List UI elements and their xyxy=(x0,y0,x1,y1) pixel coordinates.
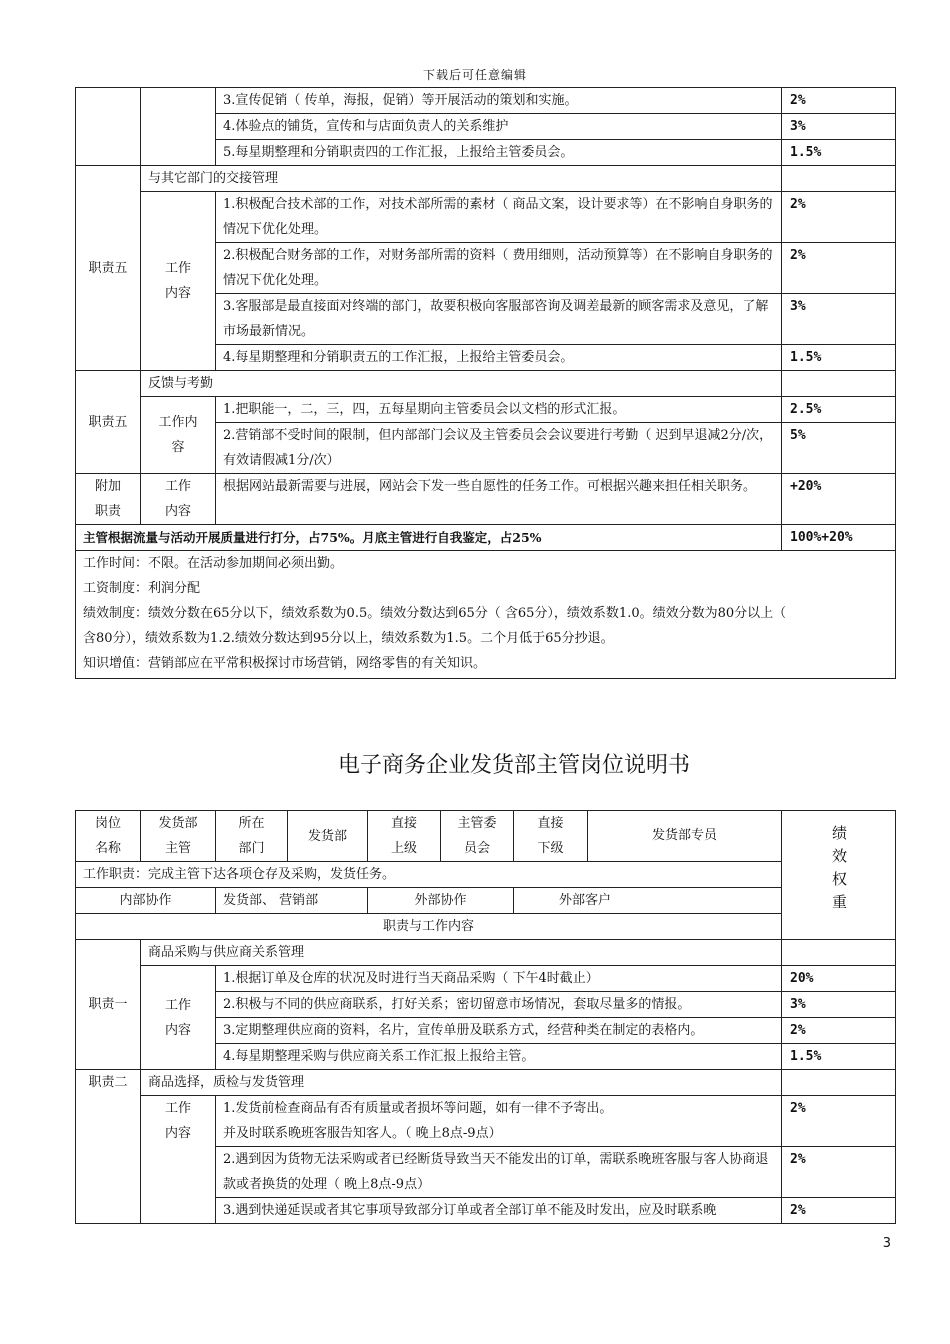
work-content-label: 工作 内容 xyxy=(141,474,216,525)
work-content-label: 工作 内容 xyxy=(141,1096,216,1224)
summary-text: 主管根据流量与活动开展质量进行打分，占75%。月底主管进行自我鉴定，占25% xyxy=(76,525,782,551)
header-dept: 所在 部门 xyxy=(216,811,288,862)
header-subordinate-value: 发货部专员 xyxy=(588,811,782,862)
cell-empty xyxy=(782,940,896,966)
header-superior: 直接 上级 xyxy=(368,811,441,862)
header-post-value: 发货部 主管 xyxy=(141,811,216,862)
note-performance: 绩效制度：绩效分数在65分以下，绩效系数为0.5。绩效分数达到65分（ 含65分），绩效系数1.0。绩效分数为80分以上（ 含80分），绩效系数为1.2.绩效分数达到95分以上，绩效系数为1.5。二个月低于65分抄退。 xyxy=(83,606,787,646)
duty-label: 职责五 xyxy=(76,166,141,371)
duty-label: 职责一 xyxy=(76,940,141,1070)
header-note: 下载后可任意编辑 xyxy=(422,68,527,82)
weight-value: 3% xyxy=(782,114,896,140)
header-superior-value: 主管委 员会 xyxy=(441,811,514,862)
weight-value: 1.5% xyxy=(782,140,896,166)
duty-item: 3.宣传促销（ 传单，海报，促销）等开展活动的策划和实施。 xyxy=(216,88,782,114)
weight-value: 3% xyxy=(782,992,896,1018)
weight-value: 1.5% xyxy=(782,345,896,371)
marketing-duty-table xyxy=(75,87,896,679)
duty-item: 2.积极配合财务部的工作，对财务部所需的资料（ 费用细则，活动预算等）在不影响自身职务的情况下优化处理。 xyxy=(216,243,782,294)
duty-title: 反馈与考勤 xyxy=(141,371,782,397)
duty-item: 4.每星期整理采购与供应商关系工作汇报上报给主管。 xyxy=(216,1044,782,1070)
weight-value: +20% xyxy=(782,474,896,525)
cell-empty xyxy=(782,166,896,192)
duty-item: 3.客服部是最直接面对终端的部门，故要积极向客服部咨询及调差最新的顾客需求及意见，了解市场最新情况。 xyxy=(216,294,782,345)
duty-description: 工作职责：完成主管下达各项仓存及采购，发货任务。 xyxy=(76,862,782,888)
duty-item: 1.积极配合技术部的工作，对技术部所需的素材（ 商品文案，设计要求等）在不影响自身职务的情况下优化处理。 xyxy=(216,192,782,243)
weight-value: 20% xyxy=(782,966,896,992)
duty-item: 2.积极与不同的供应商联系，打好关系；密切留意市场情况，套取尽量多的情报。 xyxy=(216,992,782,1018)
duty-item: 1.把职能一，二，三，四，五每星期向主管委员会以文档的形式汇报。 xyxy=(216,397,782,423)
header-post-name: 岗位 名称 xyxy=(76,811,141,862)
shipping-manager-table xyxy=(75,810,896,1224)
duty-label: 职责二 xyxy=(76,1070,141,1224)
header-subordinate: 直接 下级 xyxy=(514,811,588,862)
cell-empty xyxy=(782,1070,896,1096)
internal-value: 发货部、 营销部 xyxy=(216,888,368,914)
weight-value: 2% xyxy=(782,88,896,114)
weight-value: 2% xyxy=(782,243,896,294)
duty-item: 4.体验点的铺货，宣传和与店面负责人的关系维护 xyxy=(216,114,782,140)
weight-value: 1.5% xyxy=(782,1044,896,1070)
duty-label: 职责五 xyxy=(76,371,141,474)
duty-item: 5.每星期整理和分销职责四的工作汇报，上报给主管委员会。 xyxy=(216,140,782,166)
section-heading: 职责与工作内容 xyxy=(76,914,782,940)
work-content-label: 工作内 容 xyxy=(141,397,216,474)
extra-duty-label: 附加 职责 xyxy=(76,474,141,525)
duty-item: 4.每星期整理和分销职责五的工作汇报，上报给主管委员会。 xyxy=(216,345,782,371)
duty-item: 根据网站最新需要与进展，网站会下发一些自愿性的任务工作。可根据兴趣来担任相关职务。 xyxy=(216,474,782,525)
duty-item: 3.遇到快递延误或者其它事项导致部分订单或者全部订单不能及时发出，应及时联系晚 xyxy=(216,1198,782,1224)
duty-item: 2.营销部不受时间的限制，但内部部门会议及主管委员会会议要进行考勤（ 迟到早退减2分/次，有效请假减1分/次） xyxy=(216,423,782,474)
duty-item: 1.发货前检查商品有否有质量或者损坏等问题，如有一律不予寄出。 并及时联系晚班客服告知客人。（ 晚上8点-9点） xyxy=(216,1096,782,1147)
document-title: 电子商务企业发货部主管岗位说明书 xyxy=(337,753,690,778)
notes-block xyxy=(76,551,896,679)
weight-value: 2% xyxy=(782,1018,896,1044)
weight-value: 2% xyxy=(782,192,896,243)
note-knowledge: 知识增值：营销部应在平常积极探讨市场营销，网络零售的有关知识。 xyxy=(83,656,487,671)
duty-item: 1.根据订单及仓库的状况及时进行当天商品采购（ 下午4时截止） xyxy=(216,966,782,992)
duty-title: 与其它部门的交接管理 xyxy=(141,166,782,192)
weight-value: 2% xyxy=(782,1096,896,1147)
page-number: 3 xyxy=(882,1236,891,1251)
cell-empty xyxy=(76,88,141,166)
weight-value: 2.5% xyxy=(782,397,896,423)
header-weight xyxy=(782,811,896,940)
external-value: 外部客户 xyxy=(514,888,782,914)
duty-title: 商品选择，质检与发货管理 xyxy=(141,1070,782,1096)
work-content-label: 工作 内容 xyxy=(141,966,216,1070)
work-content-label: 工作 内容 xyxy=(141,192,216,371)
cell-empty xyxy=(141,88,216,166)
duty-title: 商品采购与供应商关系管理 xyxy=(141,940,782,966)
weight-value: 2% xyxy=(782,1147,896,1198)
duty-item: 3.定期整理供应商的资料，名片，宣传单册及联系方式，经营种类在制定的表格内。 xyxy=(216,1018,782,1044)
weight-value: 5% xyxy=(782,423,896,474)
weight-value: 2% xyxy=(782,1198,896,1224)
cell-empty xyxy=(782,371,896,397)
internal-label: 内部协作 xyxy=(76,888,216,914)
summary-weight: 100%+20% xyxy=(782,525,896,551)
note-work-time: 工作时间：不限。在活动参加期间必须出勤。 xyxy=(83,556,344,571)
header-dept-value: 发货部 xyxy=(288,811,368,862)
note-salary: 工资制度：利润分配 xyxy=(83,581,201,596)
duty-item: 2.遇到因为货物无法采购或者已经断货导致当天不能发出的订单，需联系晚班客服与客人协商退款或者换货的处理（ 晚上8点-9点） xyxy=(216,1147,782,1198)
weight-value: 3% xyxy=(782,294,896,345)
external-label: 外部协作 xyxy=(368,888,514,914)
weight-heading: 绩效权重 xyxy=(830,824,848,917)
